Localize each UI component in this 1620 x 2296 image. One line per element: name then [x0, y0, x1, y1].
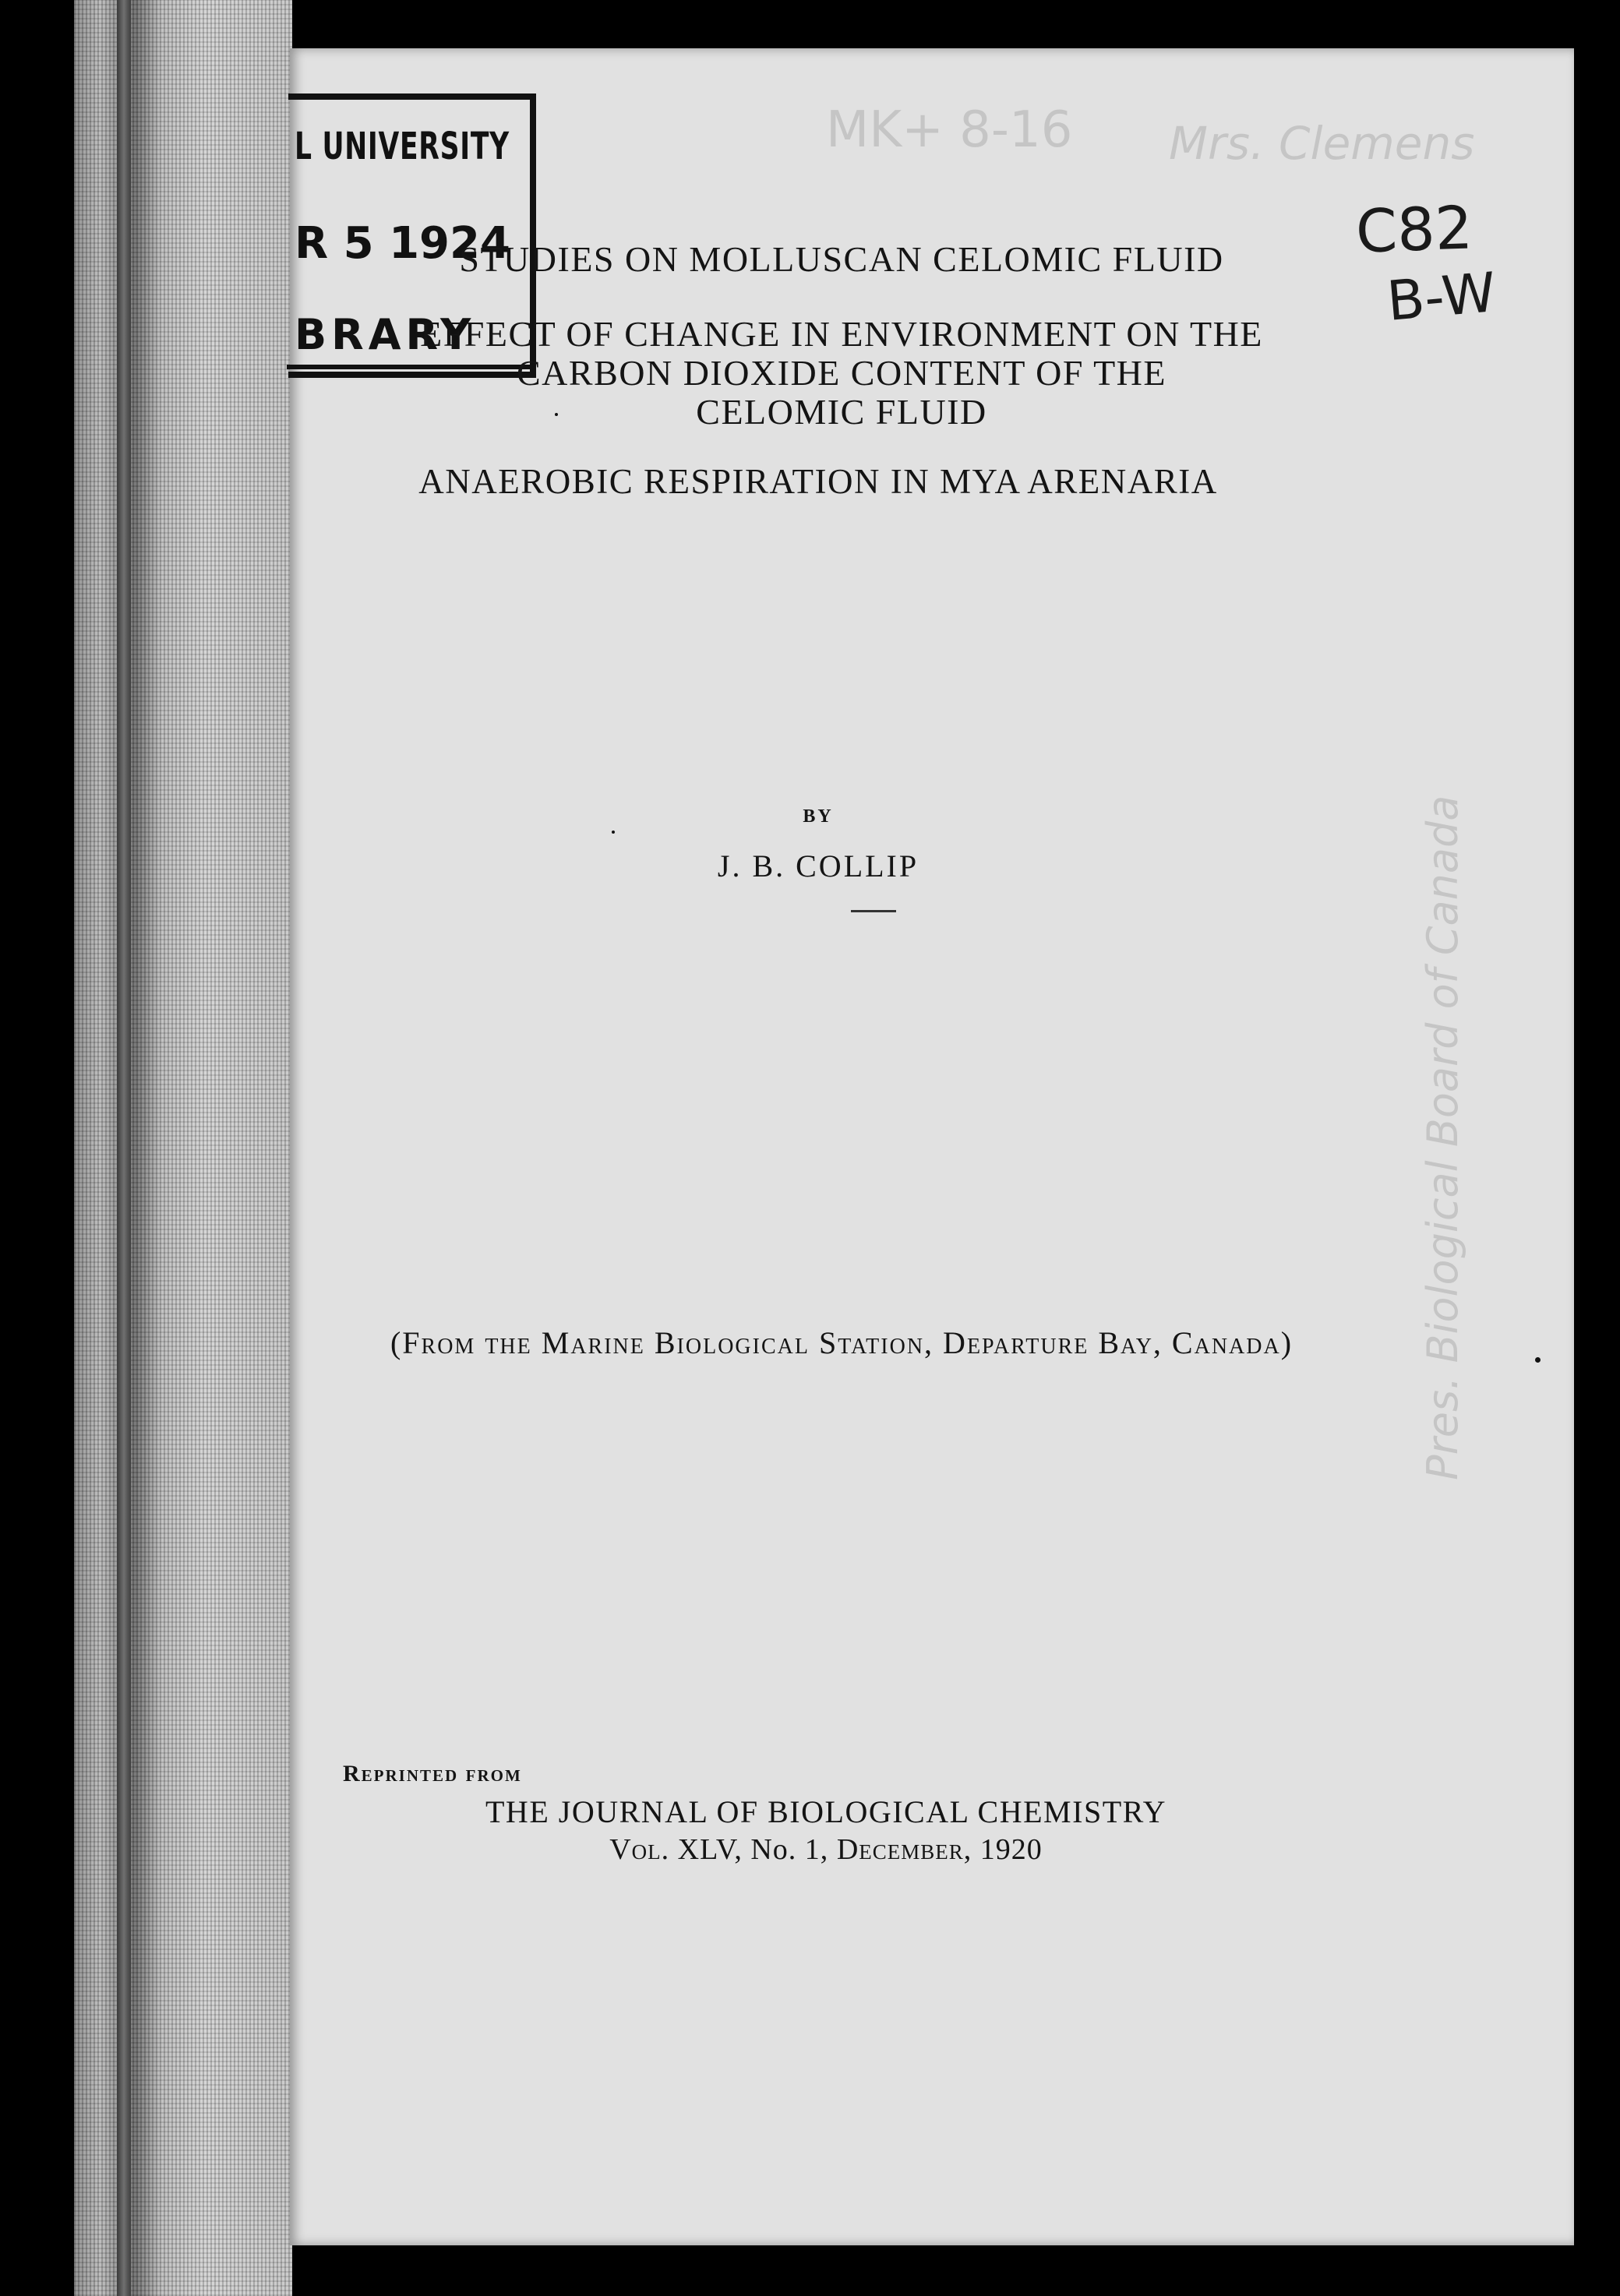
speck-mark	[555, 413, 558, 416]
stamp-library: BRARY	[295, 310, 476, 359]
byline-by: BY	[803, 806, 834, 827]
book-spine	[74, 0, 292, 2296]
faint-handwriting-side: Pres. Biological Board of Canada	[1418, 795, 1467, 1480]
subtitle-line-1: EFFECT OF CHANGE IN ENVIRONMENT ON THE	[420, 314, 1263, 354]
author-rule	[851, 910, 896, 912]
journal-name: THE JOURNAL OF BIOLOGICAL CHEMISTRY	[485, 1794, 1166, 1829]
vol-prefix: Vol.	[609, 1833, 670, 1866]
handwritten-code-bw: B-W	[1384, 260, 1498, 333]
handwritten-code-c82: C82	[1354, 192, 1474, 266]
volume-number: XLV, No. 1,	[677, 1833, 829, 1866]
subtitle-line-3: CELOMIC FLUID	[696, 392, 987, 432]
subtitle-line-2: CARBON DIOXIDE CONTENT OF THE	[516, 353, 1166, 393]
reprint-label: Reprinted from	[343, 1761, 522, 1786]
stamp-date: R 5 1924	[295, 218, 510, 269]
author-name: J. B. COLLIP	[717, 848, 919, 883]
speck-mark	[1535, 1357, 1541, 1363]
faint-handwriting-code: MK+ 8-16	[826, 101, 1073, 159]
affiliation: (From the Marine Biological Station, Departure Bay, Canada)	[390, 1325, 1294, 1360]
subtitle-line-4: ANAEROBIC RESPIRATION IN MYA ARENARIA	[418, 462, 1218, 501]
stamp-university: L UNIVERSITY	[295, 125, 510, 168]
spine-shadow	[117, 0, 131, 2296]
month: December,	[836, 1833, 972, 1866]
main-title: STUDIES ON MOLLUSCAN CELOMIC FLUID	[459, 239, 1224, 279]
faint-handwriting-name: Mrs. Clemens	[1169, 117, 1475, 170]
volume-line	[436, 1832, 1216, 1867]
speck-mark	[612, 831, 615, 834]
year: 1920	[979, 1833, 1043, 1866]
